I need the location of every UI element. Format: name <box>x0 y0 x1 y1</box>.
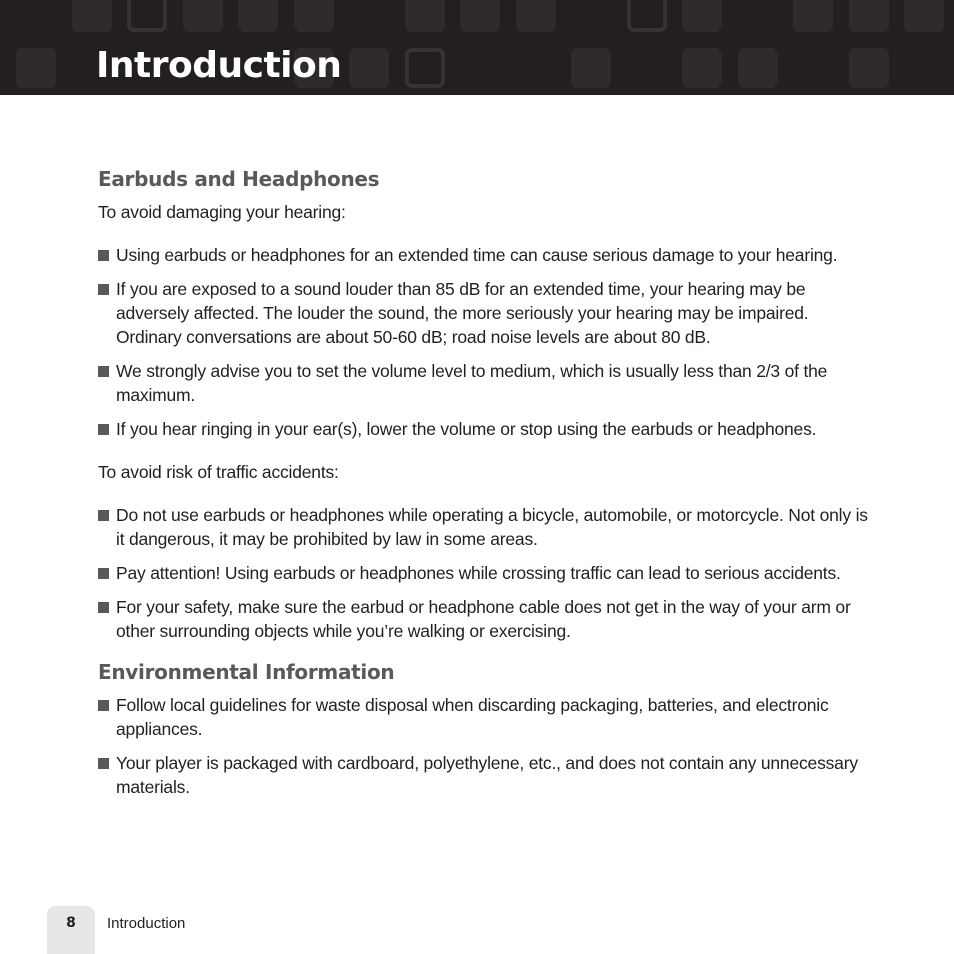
list-item <box>98 595 868 643</box>
page-content <box>98 164 868 809</box>
footer-section-label: Introduction <box>107 915 186 932</box>
square-bullet-icon <box>98 700 109 711</box>
list-item <box>98 243 868 267</box>
intro-hearing: To avoid damaging your hearing: <box>98 202 346 222</box>
square-bullet-icon <box>98 366 109 377</box>
square-bullet-icon <box>98 758 109 769</box>
traffic-bullet-list <box>98 503 868 643</box>
header-pattern-tile <box>183 0 223 32</box>
section-heading-earbuds: Earbuds and Headphones <box>98 167 380 191</box>
header-pattern-tile <box>682 48 722 88</box>
bullet-text: Follow local guidelines for waste disposal when discarding packaging, batteries, and electronic appliances. <box>116 695 829 739</box>
list-item <box>98 503 868 551</box>
square-bullet-icon <box>98 510 109 521</box>
intro-traffic: To avoid risk of traffic accidents: <box>98 462 339 482</box>
bullet-text: Using earbuds or headphones for an extended time can cause serious damage to your hearing. <box>116 245 838 265</box>
header-pattern-tile <box>349 48 389 88</box>
header-pattern-tile <box>460 0 500 32</box>
bullet-text: Do not use earbuds or headphones while operating a bicycle, automobile, or motorcycle. Not only is it dangerous, it may be prohibited by law in some areas. <box>116 505 868 549</box>
header-pattern-tile <box>405 48 445 88</box>
header-pattern-tile <box>571 48 611 88</box>
page-header-banner <box>0 0 954 95</box>
header-pattern-tile <box>16 48 56 88</box>
list-item <box>98 417 868 441</box>
square-bullet-icon <box>98 568 109 579</box>
page-number-tab <box>47 906 95 954</box>
header-pattern-tile <box>738 48 778 88</box>
list-item <box>98 277 868 349</box>
hearing-bullet-list <box>98 243 868 441</box>
list-item <box>98 561 868 585</box>
bullet-text: We strongly advise you to set the volume level to medium, which is usually less than 2/3 of the maximum. <box>116 361 828 405</box>
bullet-text: If you hear ringing in your ear(s), lower the volume or stop using the earbuds or headphones. <box>116 419 817 439</box>
square-bullet-icon <box>98 250 109 261</box>
page-number: 8 <box>66 915 76 931</box>
list-item <box>98 359 868 407</box>
header-pattern-tile <box>72 0 112 32</box>
header-pattern-tile <box>793 0 833 32</box>
header-pattern-tile <box>516 0 556 32</box>
section-heading-environmental: Environmental Information <box>98 660 395 684</box>
environmental-bullet-list <box>98 693 868 799</box>
list-item <box>98 693 868 741</box>
list-item <box>98 751 868 799</box>
header-pattern-tile <box>405 0 445 32</box>
bullet-text: Your player is packaged with cardboard, polyethylene, etc., and does not contain any unnecessary materials. <box>116 753 858 797</box>
header-pattern-tile <box>238 0 278 32</box>
header-pattern-tile <box>682 0 722 32</box>
header-pattern-tile <box>294 0 334 32</box>
bullet-text: For your safety, make sure the earbud or headphone cable does not get in the way of your arm or other surrounding objects while you’re walking or exercising. <box>116 597 851 641</box>
square-bullet-icon <box>98 602 109 613</box>
bullet-text: If you are exposed to a sound louder than 85 dB for an extended time, your hearing may be adversely affected. The louder the sound, the more seriously your hearing may be impaired. Ordinary conversations are about 50-60 dB; road noise levels are about 80 dB. <box>116 279 809 347</box>
header-pattern-tile <box>127 0 167 32</box>
header-pattern-tile <box>904 0 944 32</box>
header-pattern-tile <box>849 48 889 88</box>
square-bullet-icon <box>98 424 109 435</box>
bullet-text: Pay attention! Using earbuds or headphones while crossing traffic can lead to serious accidents. <box>116 563 841 583</box>
page-title: Introduction <box>96 45 342 86</box>
square-bullet-icon <box>98 284 109 295</box>
header-pattern-tile <box>849 0 889 32</box>
header-pattern-tile <box>627 0 667 32</box>
